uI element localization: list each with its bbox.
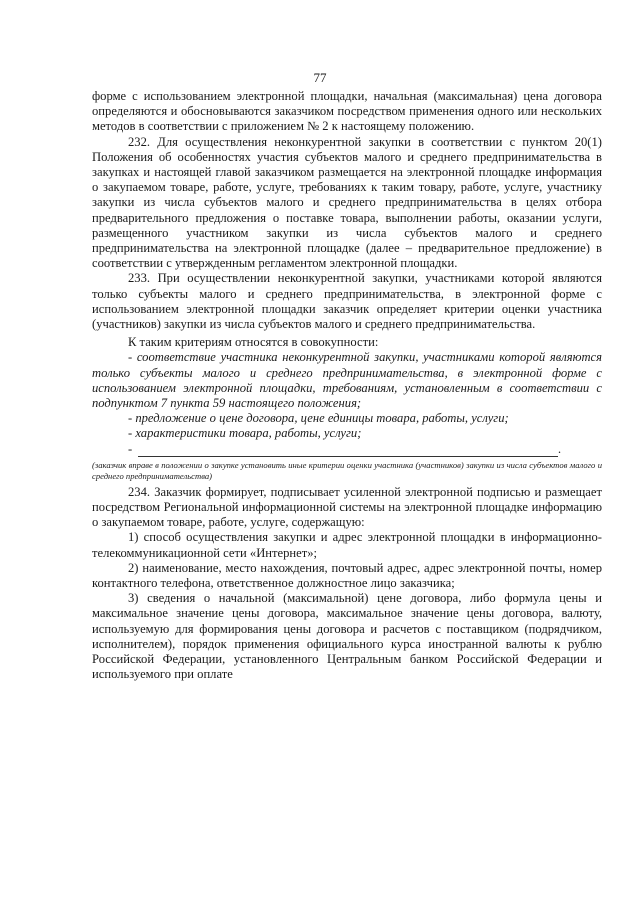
blank-criterion-dash: - <box>128 441 133 456</box>
criterion-compliance: - соответствие участника неконкурентной закупки, участниками которой являются только субъекты малого и среднего предпринимательства, в электронной форме с использованием электронной площадки, требованиям, установленным в соответствии с подпунктом 7 пункта 59 настоящего положения; <box>92 350 602 411</box>
criterion-price: - предложение о цене договора, цене единицы товара, работы, услуги; <box>128 411 509 426</box>
footnote: (заказчик вправе в положении о закупке установить иные критерии оценки участника (участников) закупки из числа субъектов малого и среднего предпринимательства) <box>92 459 602 481</box>
criteria-intro: К таким критериям относятся в совокупности: <box>128 335 379 350</box>
item-234-2: 2) наименование, место нахождения, почтовый адрес, адрес электронной почты, номер контактного телефона, ответственное должностное лицо заказчика; <box>92 560 602 591</box>
paragraph-233: 233. При осуществлении неконкурентной закупки, участниками которой являются только субъекты малого и среднего предпринимательства, в электронной форме с использованием электронной площадки заказчик определяет критерии оценки участника (участников) закупки из числа субъектов малого и среднего предпринимательства. <box>92 271 602 332</box>
document-body <box>92 89 602 683</box>
criterion-characteristics: - характеристики товара, работы, услуги; <box>128 426 362 441</box>
paragraph-234: 234. Заказчик формирует, подписывает усиленной электронной подписью и размещает посредством Региональной информационной системы на электронной площадке информацию о закупаемом товаре, работе, услуге, содержащую: <box>92 484 602 530</box>
item-234-3: 3) сведения о начальной (максимальной) цене договора, либо формула цены и максимальное значение цены договора, максимальное значение цены договора, валюту, используемую для формирования цены договора и расчетов с поставщиком (подрядчиком, исполнителем), порядок применения официального курса иностранной валюты к рублю Российской Федерации, установленного Центральным банком Российской Федерации и используемого при оплате <box>92 591 602 682</box>
item-234-1: 1) способ осуществления закупки и адрес электронной площадки в информационно-телекоммуникационной сети «Интернет»; <box>92 530 602 560</box>
blank-criterion-line: - . <box>128 441 562 456</box>
paragraph-continuation: форме с использованием электронной площадки, начальная (максимальная) цена договора определяются и обосновываются заказчиком посредством применения одного или нескольких методов в соответствии с приложением № 2 к настоящему положению. <box>92 89 602 134</box>
paragraph-232: 232. Для осуществления неконкурентной закупки в соответствии с пунктом 20(1) Положения об особенностях участия субъектов малого и среднего предпринимательства в закупках и настоящей главой заказчиком размещается на электронной площадке информация о закупаемом товаре, работе, услуге, требованиях к таким товару, работе, услуге, участнику закупки из числа субъектов малого и среднего предпринимательства в целях отбора предварительного предложения о поставке товара, выполнении работы, оказании услуги, размещенного участником закупки из числа субъектов малого и среднего предпринимательства на электронной площадке (далее – предварительное предложение) в соответствии с утвержденным регламентом электронной площадки. <box>92 134 602 271</box>
blank-underline <box>138 445 558 457</box>
page-number: 77 <box>313 70 327 85</box>
